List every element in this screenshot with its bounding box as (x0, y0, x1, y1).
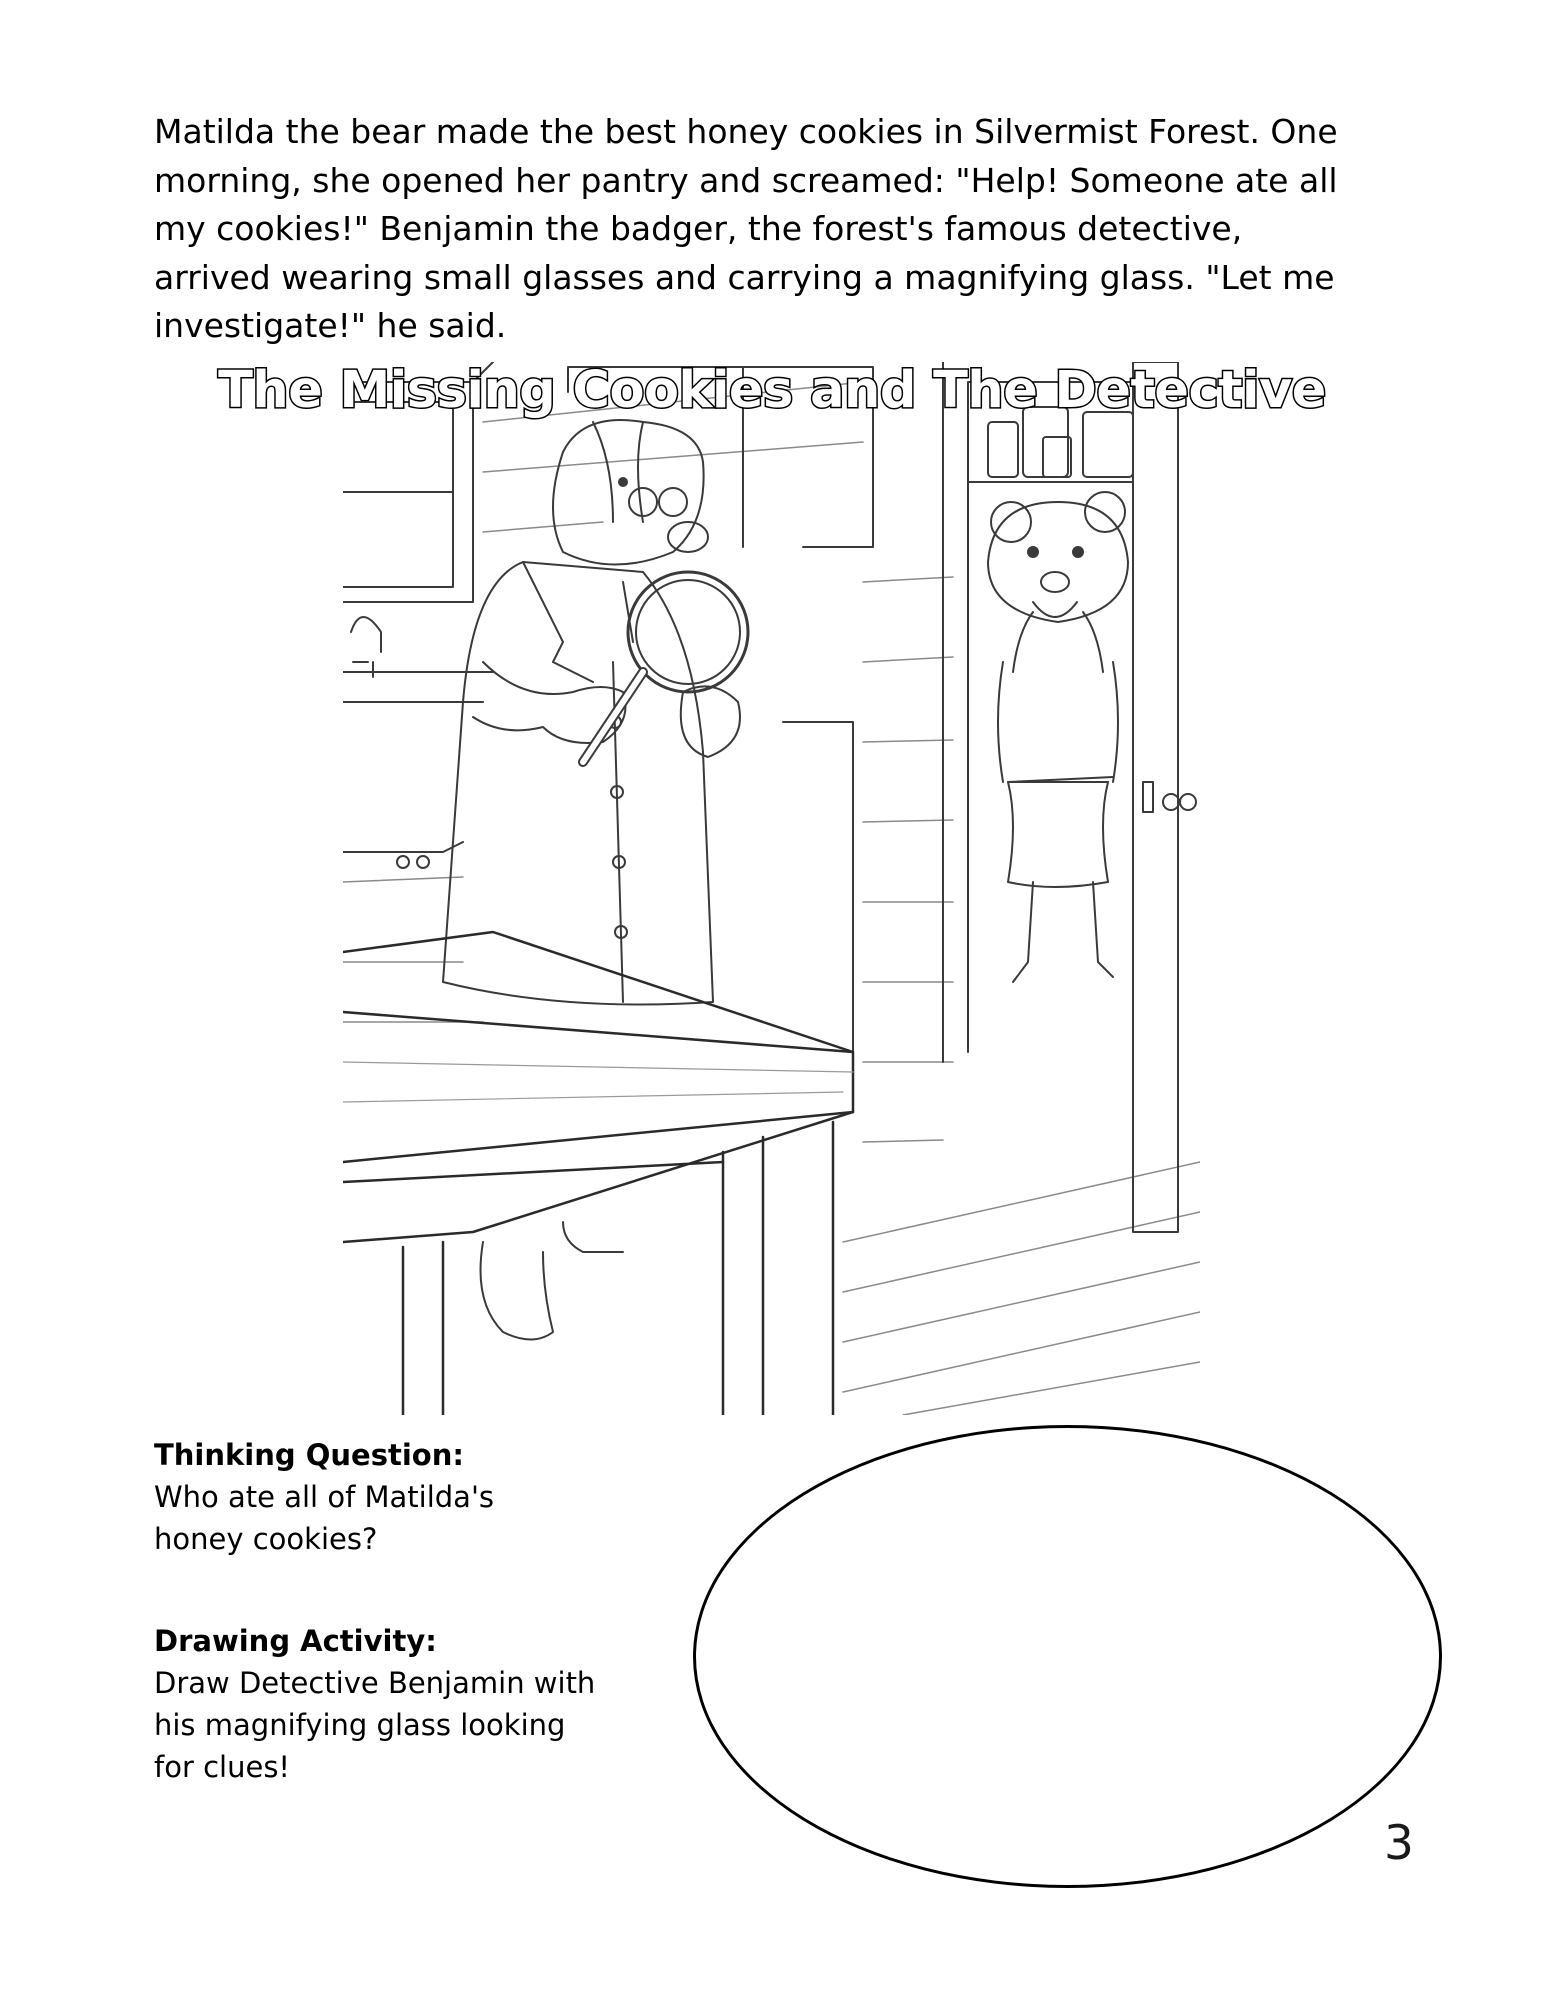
thinking-question-line: Who ate all of Matilda's (154, 1480, 495, 1514)
story-paragraph (154, 108, 1444, 351)
thinking-question-text (154, 1476, 654, 1560)
drawing-activity-line: his magnifying glass looking (154, 1708, 566, 1742)
sink (343, 617, 493, 702)
story-line: arrived wearing small glasses and carrying a magnifying glass. "Let me (154, 257, 1335, 297)
drawing-activity-heading: Drawing Activity: (154, 1624, 437, 1658)
thinking-question-line: honey cookies? (154, 1522, 378, 1556)
page-title-text: The Missing Cookies and The Detective (218, 361, 1326, 420)
story-line: my cookies!" Benjamin the badger, the forest's famous detective, (154, 209, 1243, 248)
drawing-activity-line: Draw Detective Benjamin with (154, 1666, 596, 1700)
drawing-activity-text (154, 1662, 654, 1788)
thinking-question-heading: Thinking Question: (154, 1438, 464, 1472)
badger-illustration (443, 420, 748, 1340)
pantry-doorway (943, 362, 1196, 1232)
thinking-question-section (154, 1434, 654, 1560)
drawing-area-oval[interactable] (693, 1425, 1442, 1888)
table-planks (343, 1062, 853, 1102)
coloring-illustration (343, 362, 1200, 1415)
counter (343, 722, 853, 1062)
story-line: morning, she opened her pantry and screamed: "Help! Someone ate all (154, 160, 1338, 200)
page-title (192, 358, 1352, 424)
story-line: investigate!" he said. (154, 306, 507, 345)
drawing-activity-section (154, 1620, 654, 1788)
page-number: 3 (1384, 1816, 1414, 1871)
bear-illustration (988, 492, 1128, 982)
story-line: Matilda the bear made the best honey cookies in Silvermist Forest. One (154, 112, 1338, 151)
wall-planks (343, 382, 1200, 1415)
drawing-activity-line: for clues! (154, 1750, 291, 1784)
